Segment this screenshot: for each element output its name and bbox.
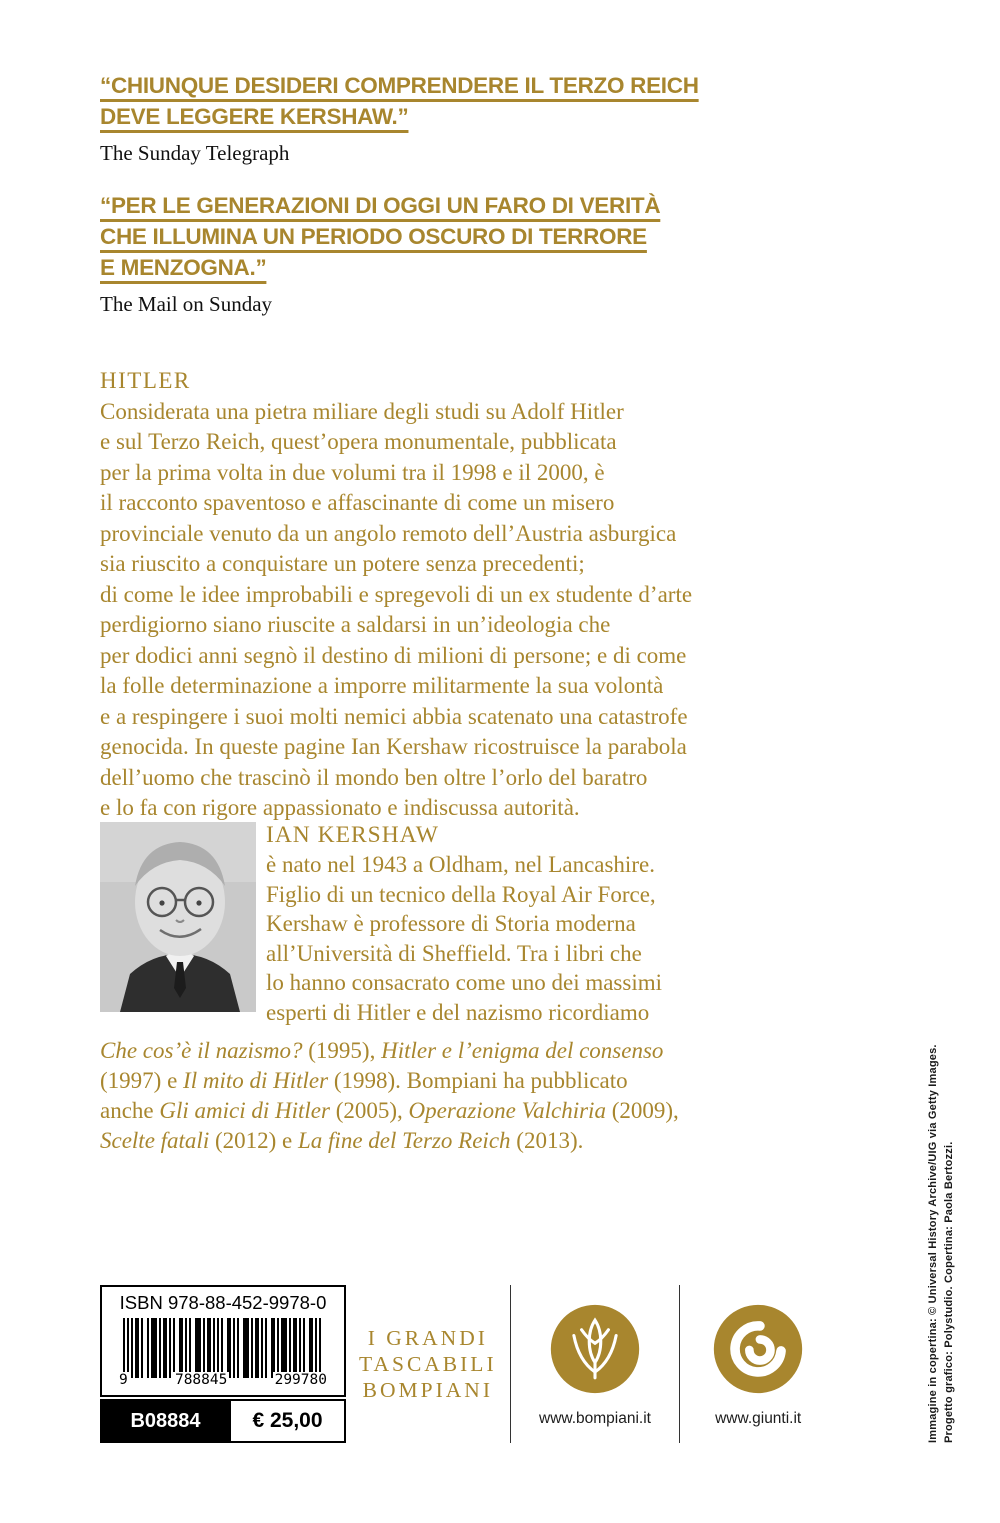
series-name: I GRANDI TASCABILI BOMPIANI (346, 1285, 511, 1443)
barcode-digit-group: 788845 (174, 1372, 228, 1388)
isbn-box (100, 1285, 346, 1397)
press-quote (100, 190, 860, 317)
author-bio: è nato nel 1943 a Oldham, nel Lancashire. Figlio di un tecnico della Royal Air Force, Kershaw è professore di Storia moderna all’Università di Sheffield. Tra i libri che lo hanno consacrato come uno dei massimi esperti di Hitler e del nazismo ricordiamo (266, 852, 663, 1025)
bompiani-flower-icon (547, 1301, 643, 1397)
price-row (100, 1399, 346, 1443)
quote-2-text: “PER LE GENERAZIONI DI OGGI UN FARO DI VERITÀ CHE ILLUMINA UN PERIODO OSCURO DI TERRORE E MENZOGNA.” (100, 193, 661, 280)
edition-code: B08884 (100, 1399, 231, 1443)
barcode-digit-group: 9 (119, 1372, 128, 1388)
quote-1-source: The Sunday Telegraph (100, 141, 290, 165)
isbn-block (100, 1285, 346, 1443)
cover-image-credit: Immagine in copertina: © Universal History Archive/UIG via Getty Images. (927, 1044, 939, 1443)
author-section (100, 820, 960, 1156)
isbn-label: ISBN 978-88-452-9978-0 (119, 1292, 327, 1313)
giunti-swirl-icon (710, 1301, 806, 1397)
author-portrait-image (100, 822, 256, 1012)
book-title: HITLER (100, 368, 191, 393)
footer-strip (100, 1285, 836, 1443)
bompiani-logo-block (511, 1285, 681, 1443)
design-credit: Progetto grafico: Polystudio. Copertina: Paola Bertozzi. (943, 1141, 955, 1443)
quote-2-source: The Mail on Sunday (100, 292, 273, 316)
press-quote (100, 70, 860, 166)
author-name: IAN KERSHAW (266, 822, 439, 848)
author-photo (100, 822, 256, 1012)
giunti-logo-block (680, 1285, 836, 1443)
author-bibliography: Che cos’è il nazismo? (1995), Hitler e l’enigma del consenso (1997) e Il mito di Hitler (1998). Bompiani ha pubblicato anche Gli amici di Hitler (2005), Operazione Valchiria (2009), Scelte fatali (2012) e La fine del Terzo Reich (2013). (100, 1038, 679, 1153)
quote-1-text: “CHIUNQUE DESIDERI COMPRENDERE IL TERZO REICH DEVE LEGGERE KERSHAW.” (100, 73, 699, 129)
barcode-digits (117, 1372, 329, 1388)
bompiani-url: www.bompiani.it (539, 1409, 651, 1427)
price: € 25,00 (231, 1399, 346, 1443)
barcode-digit-group: 299780 (274, 1372, 327, 1388)
press-quotes (100, 70, 860, 317)
giunti-url: www.giunti.it (715, 1409, 802, 1427)
synopsis-text: Considerata una pietra miliare degli studi su Adolf Hitler e sul Terzo Reich, quest’opera monumentale, pubblicata per la prima volta in due volumi tra il 1998 e il 2000, è il racconto spaventoso e affascinante di come un misero provinciale venuto da un angolo remoto dell’Austria asburgica sia riuscito a conquistare un potere senza precedenti; di come le idee improbabili e spregevoli di un ex studente d’arte perdigiorno siano riuscite a saldarsi in un’ideologia che per dodici anni segnò il destino di milioni di persone; e di come la folle determinazione a imporre militarmente la sua volontà e a respingere i suoi molti nemici abbia scatenato una catastrofe genocida. In queste pagine Ian Kershaw ricostruisce la parabola dell’uomo che trascinò il mondo ben oltre l’orlo del baratro e lo fa con rigore appassionato e indiscussa autorità. (100, 398, 693, 820)
synopsis (100, 366, 960, 824)
